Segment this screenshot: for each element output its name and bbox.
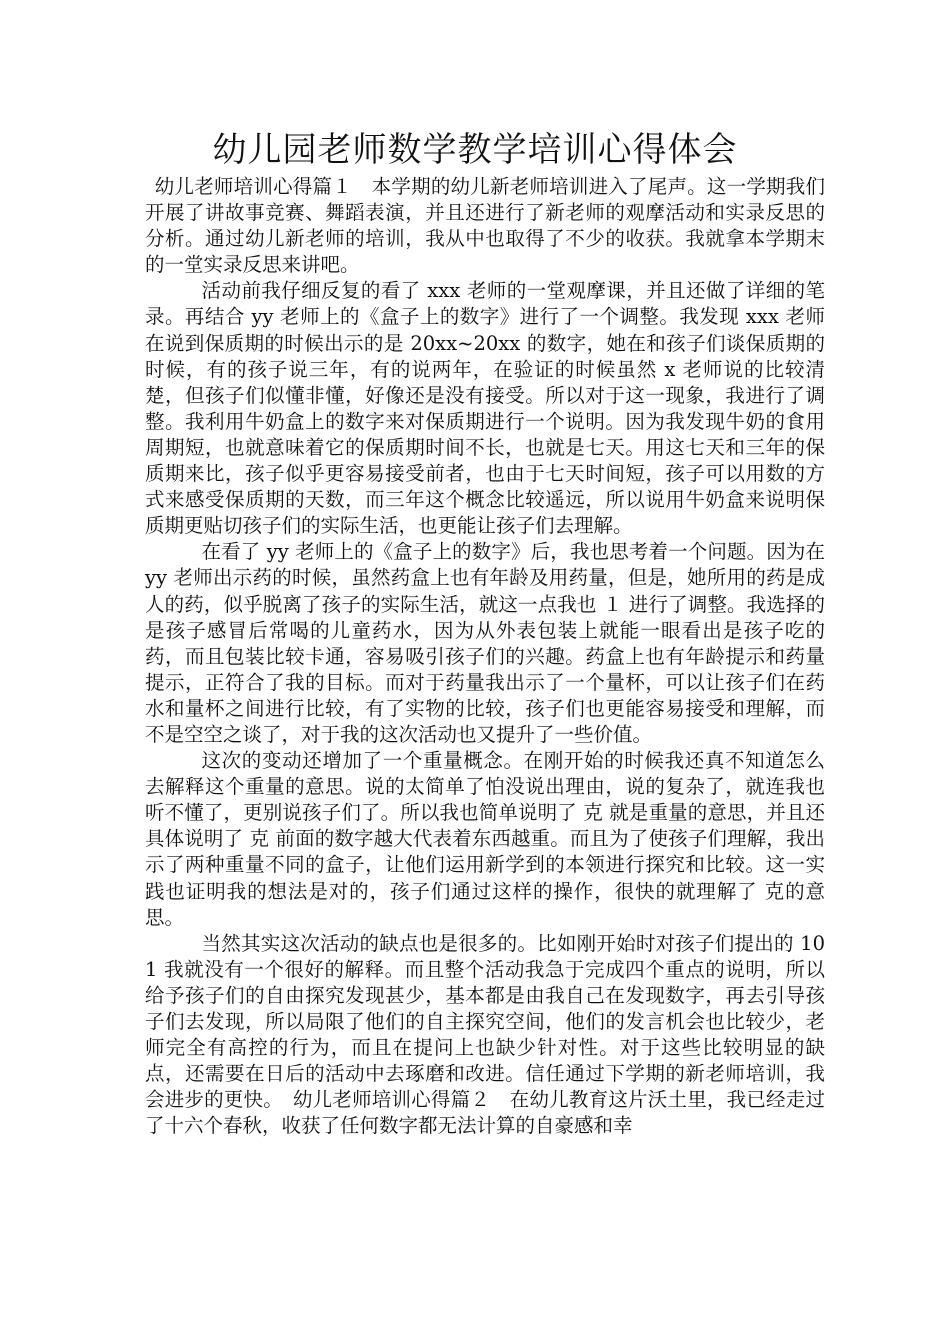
paragraph-2: 活动前我仔细反复的看了 xxx 老师的一堂观摩课，并且还做了详细的笔录。再结合 yy 老师上的《盒子上的数字》进行了一个调整。我发现 xxx 老师在说到保质期的时候出示的是 20xx~20xx 的数字，她在和孩子们谈保质期的时候，有的孩子说三年，有的说两年，在验证的时候虽然 x 老师说的比较清楚，但孩子们似懂非懂，好像还是没有接受。所以对于这一现象，我进行了调整。我利用牛奶盒上的数字来对保质期进行一个说明。因为我发现牛奶的食用周期短，也就意味着它的保质期时间不长，也就是七天。用这七天和三年的保质期来比，孩子似乎更容易接受前者，也由于七天时间短，孩子可以用数的方式来感受保质期的天数，而三年这个概念比较遥远，所以说用牛奶盒来说明保质期更贴切孩子们的实际生活，也更能让孩子们去理解。 <box>145 279 825 538</box>
paragraph-5 <box>145 931 825 1140</box>
paragraph-1 <box>145 174 825 278</box>
paragraph-5-text: 当然其实这次活动的缺点也是很多的。比如刚开始时对孩子们提出的 101 我就没有一个很好的解释。而且整个活动我急于完成四个重点的说明，所以给予孩子们的自由探究发现甚少，基本都是由我自己在发现数字，再去引导孩子们去发现，所以局限了他们的自主探究空间，他们的发言机会也比较少，老师完全有高控的行为，而且在提问上也缺少针对性。对于这些比较明显的缺点，还需要在日后的活动中去琢磨和改进。信任通过下学期的新老师培训，我会进步的更快。 <box>145 931 825 1112</box>
paragraph-4: 这次的变动还增加了一个重量概念。在刚开始的时候我还真不知道怎么去解释这个重量的意思。说的太简单了怕没说出理由，说的复杂了，就连我也听不懂了，更别说孩子们了。所以我也简单说明了 克 就是重量的意思，并且还具体说明了 克 前面的数字越大代表着东西越重。而且为了使孩子们理解，我出示了两种重量不同的盒子，让他们运用新学到的本领进行探究和比较。这一实践也证明我的想法是对的，孩子们通过这样的操作，很快的就理解了 克的意思。 <box>145 749 825 929</box>
section-heading-1: 幼儿老师培训心得篇１ <box>154 175 352 198</box>
document-body <box>145 174 825 1139</box>
paragraph-6-text: 在幼儿教育这片沃土里，我已经走过了十六个春秋，收获了任何数字都无法计算的自豪感和幸 <box>145 1088 825 1138</box>
document-title: 幼儿园老师数学教学培训心得体会 <box>212 130 738 170</box>
paragraph-3: 在看了 yy 老师上的《盒子上的数字》后，我也思考着一个问题。因为在 yy 老师出示药的时候，虽然药盒上也有年龄及用药量，但是，她所用的药是成人的药，似乎脱离了孩子的实际生活，就这一点我也 １ 进行了调整。我选择的是孩子感冒后常喝的儿童药水，因为从外表包装上就能一眼看出是孩子吃的药，而且包装比较卡通，容易吸引孩子们的兴趣。药盒上也有年龄提示和药量提示，正符合了我的目标。而对于药量我出示了一个量杯，可以让孩子们在药水和量杯之间进行比较，有了实物的比较，孩子们也更能容易接受和理解，而不是空空之谈了，对于我的这次活动也又提升了一些价值。 <box>145 540 825 746</box>
paragraph-1-text: 本学期的幼儿新老师培训进入了尾声。这一学期我们开展了讲故事竞赛、舞蹈表演，并且还进行了新老师的观摩活动和实录反思的分析。通过幼儿新老师的培训，我从中也取得了不少的收获。我就拿本学期末的一堂实录反思来讲吧。 <box>145 175 825 277</box>
section-heading-2: 幼儿老师培训心得篇２ <box>273 1088 491 1112</box>
